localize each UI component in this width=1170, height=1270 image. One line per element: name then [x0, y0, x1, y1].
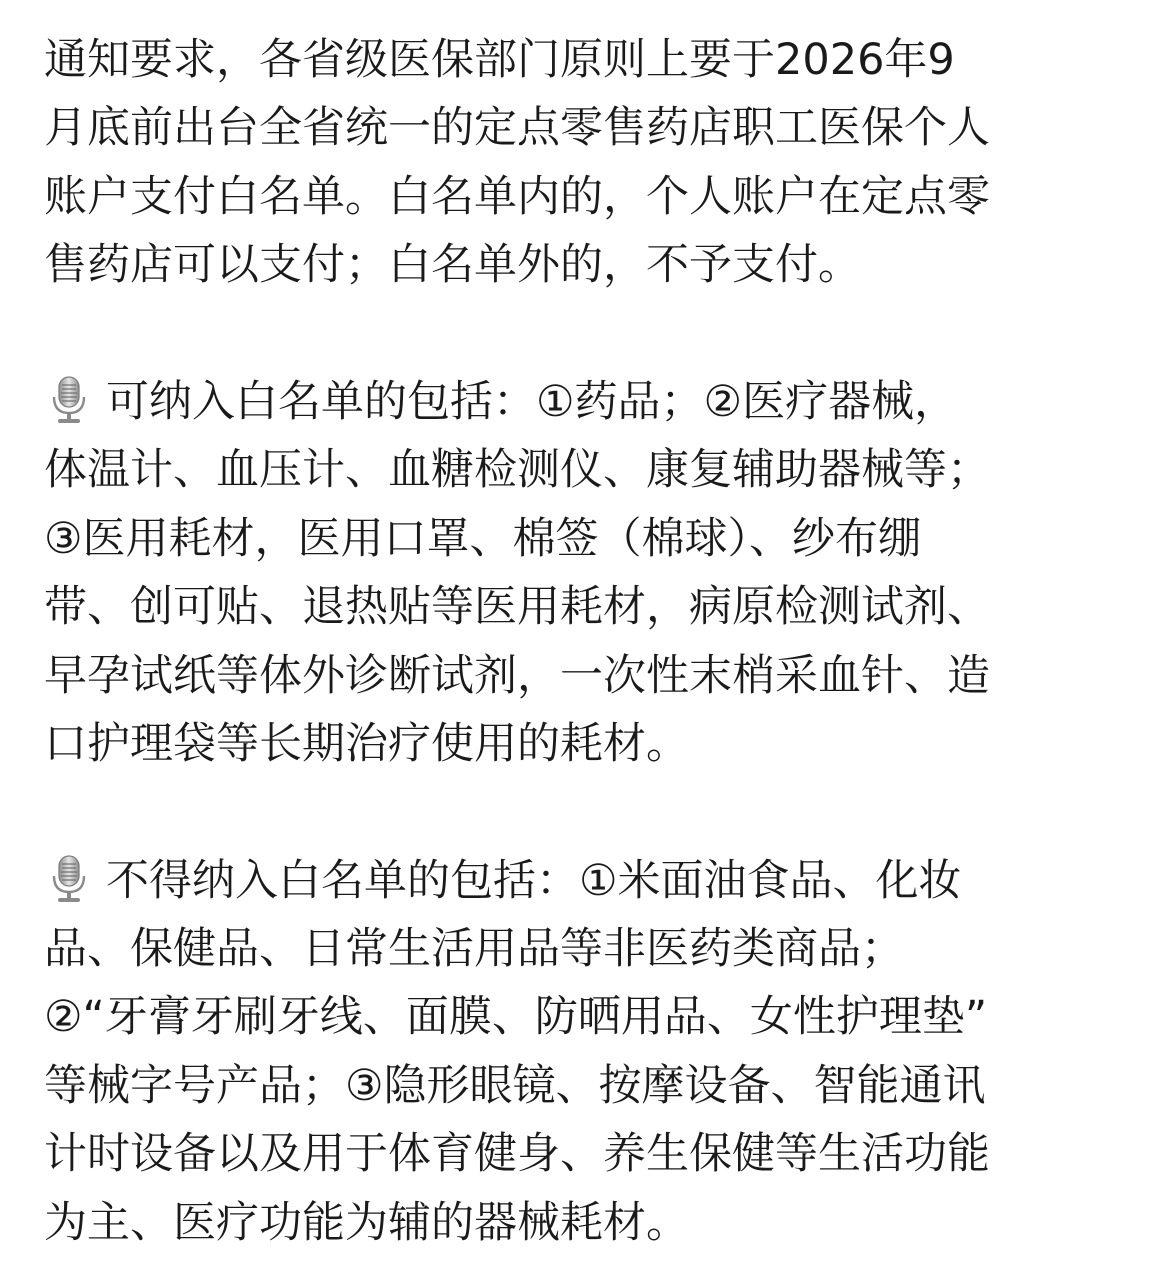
text-line — [44, 368, 1134, 436]
text-line: ②“牙膏牙刷牙线、面膜、防晒用品、女性护理垫” — [44, 992, 988, 1043]
paragraph-spacer — [44, 778, 1134, 846]
post-body — [44, 26, 1134, 1257]
text-line: 月底前出台全省统一的定点零售药店职工医保个人 — [44, 103, 990, 154]
paragraph-excluded — [44, 847, 1134, 1257]
paragraph-notice — [44, 26, 1134, 300]
text-line: ③医用耗材，医用口罩、棉签（棉球）、纱布绷 — [44, 513, 922, 564]
text-line — [44, 847, 1134, 915]
text-line: 售药店可以支付；白名单外的，不予支付。 — [44, 240, 861, 291]
microphone-icon — [44, 375, 94, 425]
microphone-icon — [44, 854, 94, 904]
text-line: 体温计、血压计、血糖检测仪、康复辅助器械等； — [44, 445, 990, 496]
text-line-content: 不得纳入白名单的包括：①米面油食品、化妆 — [106, 855, 962, 906]
paragraph-spacer — [44, 300, 1134, 368]
text-line-content: 可纳入白名单的包括：①药品；②医疗器械， — [106, 376, 958, 427]
text-line: 早孕试纸等体外诊断试剂，一次性末梢采血针、造 — [44, 650, 990, 701]
text-line: 为主、医疗功能为辅的器械耗材。 — [44, 1197, 689, 1248]
text-line: 品、保健品、日常生活用品等非医药类商品； — [44, 924, 904, 975]
text-line: 账户支付白名单。白名单内的，个人账户在定点零 — [44, 171, 990, 222]
text-line: 等械字号产品；③隐形眼镜、按摩设备、智能通讯 — [44, 1060, 986, 1111]
text-line: 带、创可贴、退热贴等医用耗材，病原检测试剂、 — [44, 582, 990, 633]
paragraph-included — [44, 368, 1134, 778]
text-line: 通知要求，各省级医保部门原则上要于2026年9 — [44, 35, 955, 85]
text-line: 计时设备以及用于体育健身、养生保健等生活功能 — [44, 1129, 990, 1180]
text-line: 口护理袋等长期治疗使用的耗材。 — [44, 718, 689, 769]
